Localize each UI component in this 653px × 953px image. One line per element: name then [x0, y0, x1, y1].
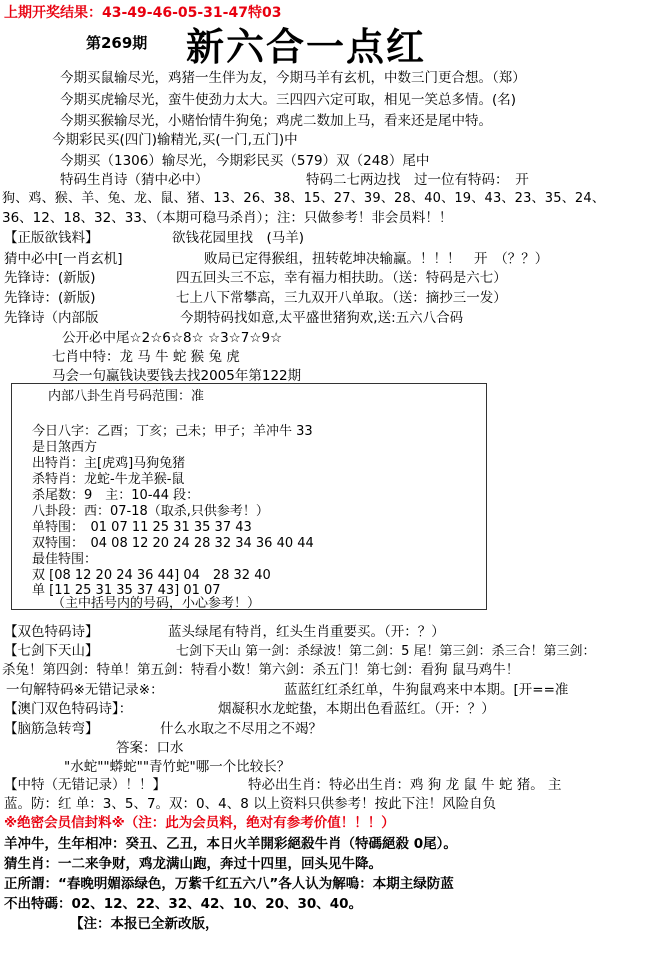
box-line: 出特肖：主[虎鸡]马狗兔猪 — [32, 456, 186, 471]
bagua-box — [11, 383, 487, 610]
box-line: 杀特肖：龙蛇-牛龙羊猴-鼠 — [32, 472, 185, 487]
text-line: 马会一句赢钱诀要钱去找2005年第122期 — [52, 368, 302, 384]
text-line: 今期买（1306）输尽光，今期彩民买（579）双（248）尾中 — [60, 153, 430, 169]
last-result: 上期开奖结果：43-49-46-05-31-47特03 — [4, 5, 282, 21]
text-line: 今期特码找如意,太平盛世猪狗欢,送:五六八合码 — [180, 310, 464, 326]
box-line: 双 [08 12 20 24 36 44] 04 28 32 40 — [32, 568, 271, 583]
text-line: 什么水取之不尽用之不竭？ — [160, 721, 322, 737]
secret-line: 猜生肖：一二来争财，鸡龙满山跑，奔过十四里，回头见牛降。 — [4, 856, 382, 872]
text-line: 今期买鼠输尽光，鸡猪一生伴为友，今期马羊有玄机，中数三门更合想。（郑） — [60, 70, 526, 86]
section-label: 先锋诗：(新版) — [4, 270, 96, 286]
section-label: 猜中必中[一肖玄机] — [4, 251, 123, 267]
box-title: 内部八卦生肖号码范围：准 — [48, 389, 205, 404]
section-label: 【双色特码诗】 — [4, 624, 99, 640]
text-line: 蓝蓝红红杀红单，牛狗鼠鸡来中本期。[开==准 — [284, 682, 569, 698]
text-line: "水蛇""蟒蛇""青竹蛇"哪一个比较长？ — [64, 759, 291, 775]
text-line: 欲钱花园里找 (马羊) — [172, 230, 305, 246]
text-line: 今期彩民买(四门)输精光,买(一门,五门)中 — [52, 132, 298, 148]
text-line: 特码生肖诗（猜中必中） — [60, 172, 209, 188]
secret-line: 不出特碼：02、12、22、32、42、10、20、30、40。 — [4, 896, 363, 912]
section-label: 一句解特码※无错记录※： — [6, 682, 164, 698]
text-line: 特码二七两边找 过一位有特码： 开 — [306, 172, 529, 188]
text-line: 公开必中尾☆2☆6☆8☆ ☆3☆7☆9☆ — [62, 330, 283, 346]
section-label: 【中特（无错记录）！！】 — [4, 777, 166, 793]
text-line: 蓝头绿尾有特肖，红头生肖重要买。（开：？） — [168, 624, 445, 640]
text-line: 今期买虎输尽光，蛮牛使劲力太大。三四四六定可取，相见一笑总多情。(名) — [60, 92, 517, 108]
box-line: 是日煞西方 — [32, 440, 98, 455]
text-line: 七上八下常攀高，三九双开八单取。（送：摘抄三一发） — [176, 290, 507, 306]
text-line: 败局已定得猴组，扭转乾坤决输赢。！！！ 开 （？？） — [204, 251, 549, 267]
section-label: 先锋诗：(新版) — [4, 290, 96, 306]
secret-line: 【注：本报已全新改版， — [70, 916, 219, 932]
secret-line: 正所謂：“春晚明媚添绿色，万紫千红五六八”各人认为解嗚：本期主绿防蓝 — [4, 876, 454, 892]
text-line: 杀兔！第四剑：特单！第五剑：特看小数！第六剑：杀五门！第七剑：看狗 鼠马鸡牛！ — [2, 662, 520, 678]
issue-number: 第269期 — [86, 34, 148, 52]
section-label: 先锋诗（内部版 — [4, 310, 99, 326]
section-label: 【正版欲钱料】 — [4, 230, 99, 246]
box-line: 今日八字：乙酉；丁亥；己未；甲子；羊冲牛 33 — [32, 424, 313, 439]
text-line: 特必出生肖：特必出生肖：鸡 狗 龙 鼠 牛 蛇 猪。 主 — [248, 777, 562, 793]
text-line: 烟凝积水龙蛇蛰，本期出色看蓝红。（开：？） — [218, 701, 495, 717]
text-line: 七肖中特：龙 马 牛 蛇 猴 兔 虎 — [52, 349, 240, 365]
box-note: （主中括号内的号码，小心参考！） — [52, 596, 261, 611]
text-line: 狗、鸡、猴、羊、兔、龙、鼠、猪、13、26、38、15、27、39、28、40、19、43、23、35、24、 — [2, 191, 606, 206]
secret-line: 羊冲牛，生年相冲：癸丑、乙丑，本日火羊開彩絕殺牛肖（特碼絕殺 0尾）。 — [4, 836, 457, 852]
section-label: 【脑筋急转弯】 — [4, 721, 99, 737]
section-label: 【七剑下天山】 — [4, 643, 99, 659]
secret-label: ※绝密会员信封料※（注：此为会员料，绝对有参考价值！！！） — [4, 815, 395, 831]
box-line: 单 [11 25 31 35 37 43] 01 07 — [32, 583, 221, 598]
box-line: 双特围： 04 08 12 20 24 28 32 34 36 40 44 — [32, 536, 314, 551]
text-line: 七剑下天山 第一剑：杀绿波！第二剑：5 尾！第三剑：杀三合！第三剑： — [176, 644, 596, 659]
box-line: 八卦段：西：07-18（取杀,只供参考！） — [32, 504, 269, 519]
text-line: 四五回头三不忘，幸有福力相扶助。（送：特码是六七） — [176, 270, 507, 286]
page-title: 新六合一点红 — [186, 24, 427, 69]
text-line: 36、12、18、32、33、（本期可稳马杀肖）；注：只做参考！非会员料！！ — [2, 210, 453, 226]
box-line: 杀尾数：9 主：10-44 段： — [32, 488, 200, 503]
section-label: 【澳门双色特码诗】： — [4, 701, 133, 717]
text-line: 答案：口水 — [116, 740, 184, 756]
text-line: 今期买猴输尽光，小赌怡情牛狗兔；鸡虎二数加上马，看来还是尾中特。 — [60, 113, 492, 129]
box-line: 单特围： 01 07 11 25 31 35 37 43 — [32, 520, 252, 535]
box-line: 最佳特围： — [32, 552, 98, 567]
text-line: 蓝。防：红 单：3、5、7。双：0、4、8 以上资料只供参考！按此下注！风险自负 — [4, 796, 497, 812]
